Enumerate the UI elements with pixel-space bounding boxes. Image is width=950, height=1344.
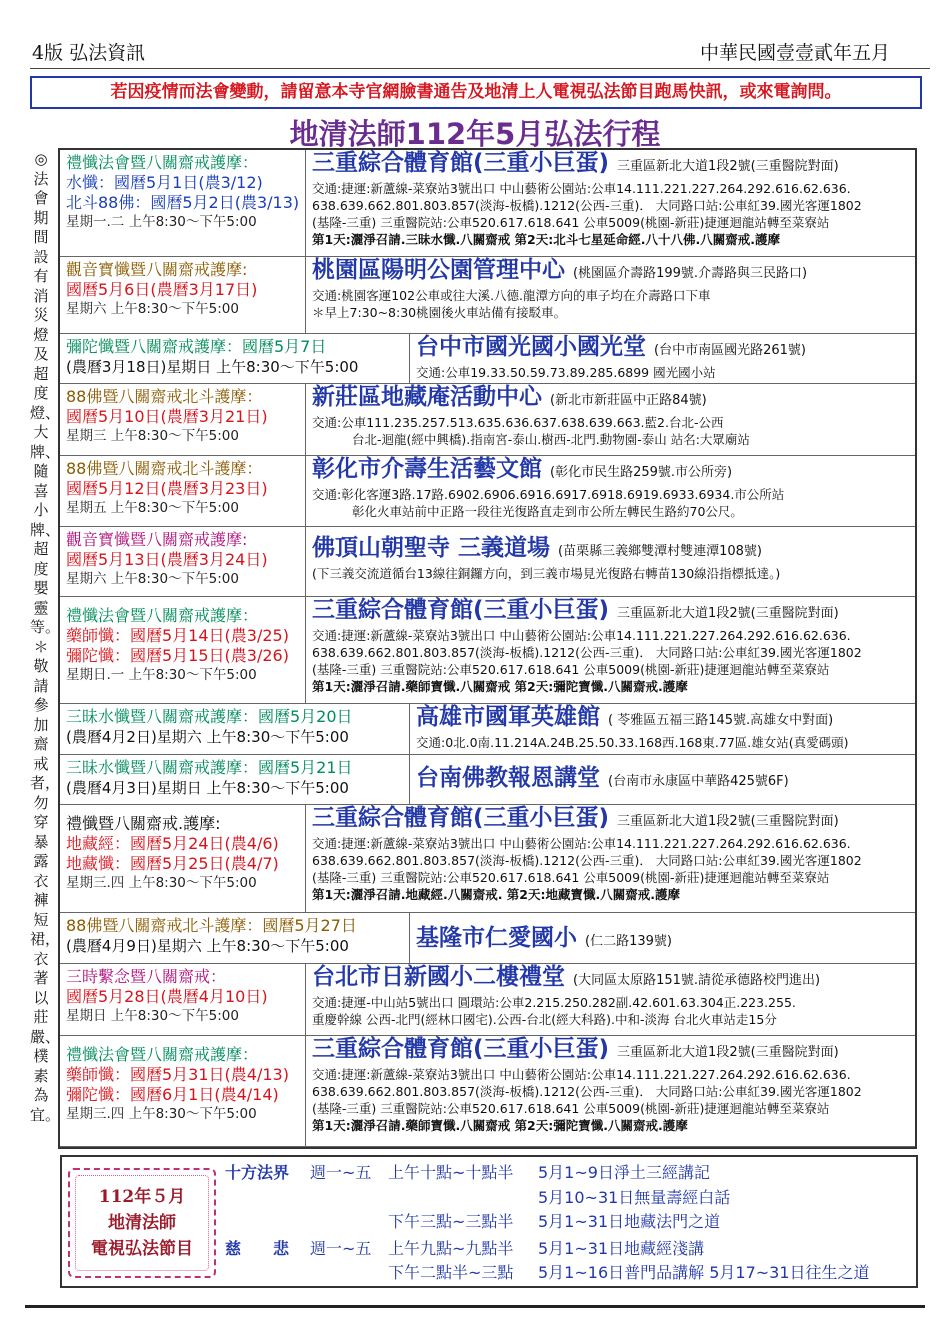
venue-address: 三重區新北大道1段2號(三重醫院對面) [617, 814, 839, 829]
program-title: 5月10~31日無量壽經白話 [538, 1188, 731, 1207]
transit-info: 交通:捷運:新蘆線-菜寮站3號出口 中山藝術公園站:公車14.111.221.227.264.292.616.62.636. [312, 628, 851, 643]
venue-name: 佛頂山朝聖寺 三義道場 [312, 535, 551, 561]
venue-cell [410, 334, 915, 383]
broadcast-time: 下午二點半~三點 [388, 1263, 514, 1282]
event-title: 禮懺法會暨八關齋戒護摩： [66, 606, 259, 625]
event-title: 三昧水懺暨八關齋戒護摩：國曆5月21日 [66, 758, 353, 777]
venue-cell [306, 456, 915, 526]
schedule-row [60, 597, 915, 704]
issue-date: 中華民國壹壹貳年五月 [699, 42, 890, 64]
venue-name: 三重綜合體育館(三重小巨蛋) [312, 150, 610, 176]
event-title: 88佛暨八關齋戒北斗護摩：國曆5月27日 [66, 916, 357, 935]
venue-name: 台中市國光國小國光堂 [416, 334, 646, 360]
event-title: 彌陀懺暨八關齋戒護摩：國曆5月7日 [66, 337, 327, 356]
transit-info: (基隆-三重) 三重醫院站:公車520.617.618.641 公車5009(桃園-新莊)捷運迴龍站轉至菜寮站 [312, 1101, 830, 1116]
venue-name: 台北市日新國小二樓禮堂 [312, 964, 565, 990]
schedule-row [60, 456, 915, 527]
schedule-row [60, 913, 915, 964]
event-title: 觀音寶懺暨八關齋戒護摩: [66, 530, 248, 549]
event-date: 地藏經：國曆5月24日(農4/6) [66, 834, 279, 853]
transit-info: (基隆-三重) 三重醫院站:公車520.617.618.641 公車5009(桃園-新莊)捷運迴龍站轉至菜寮站 [312, 870, 830, 885]
venue-cell [306, 1036, 915, 1146]
venue-cell [410, 755, 915, 804]
transit-info: (基隆-三重) 三重醫院站:公車520.617.618.641 公車5009(桃園-新莊)捷運迴龍站轉至菜寮站 [312, 662, 830, 677]
transit-info: 交通:捷運:新蘆線-菜寮站3號出口 中山藝術公園站:公車14.111.221.227.264.292.616.62.636. [312, 1067, 851, 1082]
event-cell [60, 964, 306, 1035]
event-cell [60, 334, 410, 383]
event-cell [60, 704, 410, 754]
transit-info: 重慶幹線 公西-北門(經林口國宅).公西-台北(經大科路).中和-淡海 台北火車站走15分 [312, 1012, 777, 1027]
event-time: 星期三.四 上午8:30～下午5:00 [66, 875, 257, 891]
event-title: 禮懺法會暨八關齋戒護摩： [66, 1045, 259, 1064]
program-title: 5月1~9日淨土三經講記 [538, 1163, 710, 1182]
tv-program-stamp [68, 1168, 216, 1278]
schedule-row [60, 1036, 915, 1147]
event-title: 88佛暨八關齋戒北斗護摩： [66, 387, 263, 406]
venue-address: 三重區新北大道1段2號(三重醫院對面) [617, 1045, 839, 1060]
program-info: 第1天:灑淨召請.地藏經.八關齋戒. 第2天:地藏寶懺.八關齋戒.護摩 [312, 887, 680, 902]
broadcast-time: 上午九點~九點半 [388, 1239, 514, 1258]
footer-rule [25, 1305, 925, 1308]
event-cell [60, 150, 306, 256]
transit-info: 交通:公車19.33.50.59.73.89.285.6899 國光國小站 [416, 365, 716, 380]
schedule-row [60, 964, 915, 1036]
broadcast-days: 週一~五 [310, 1163, 372, 1182]
venue-cell [306, 597, 915, 703]
event-time: 星期日 上午8:30～下午5:00 [66, 1008, 239, 1024]
program-title: 5月1~31日地藏法門之道 [538, 1212, 721, 1231]
event-date: (農曆4月2日)星期六 上午8:30～下午5:00 [66, 728, 349, 746]
event-date: 水懺：國曆5月1日(農3/12) [66, 173, 263, 192]
program-info: 第1天:灑淨召請.藥師寶懺.八關齋戒 第2天:彌陀寶懺.八關齋戒.護摩 [312, 1118, 688, 1133]
venue-address: (台南市永康區中華路425號6F) [608, 774, 789, 789]
stamp-line: 112年５月 [98, 1187, 186, 1207]
venue-address: (苗栗縣三義鄉雙潭村雙連潭108號) [558, 544, 762, 559]
event-cell [60, 384, 306, 455]
event-date: 藥師懺：國曆5月31日(農4/13) [66, 1065, 289, 1084]
venue-cell [410, 704, 915, 754]
venue-cell [306, 527, 915, 596]
event-date: 國曆5月10日(農曆3月21日) [66, 407, 268, 426]
event-time: 星期一.二 上午8:30～下午5:00 [66, 214, 257, 230]
schedule-row [60, 150, 915, 257]
transit-info: 彰化火車站前中正路一段往光復路直走到市公所左轉民生路約70公尺。 [352, 504, 743, 519]
venue-address: (桃園區介壽路199號.介壽路與三民路口) [573, 266, 808, 281]
transit-info: (下三義交流道循台13線往銅鑼方向，到三義市場見光復路右轉苗130線沿指標抵達。) [312, 566, 781, 581]
broadcast-time: 下午三點~三點半 [388, 1212, 514, 1231]
event-title: 三時繫念暨八關齋戒： [66, 967, 227, 986]
transit-info: 638.639.662.801.803.857(淡海-板橋).1212(公西-三重)． 大同路口站:公車紅39.國光客運1802 [312, 1084, 862, 1099]
program-title: 5月1~31日地藏經淺講 [538, 1239, 705, 1258]
notice-banner: 若因疫情而法會變動，請留意本寺官網臉書通告及地清上人電視弘法節目跑馬快訊，或來電詢問。 [30, 76, 922, 109]
event-time: 星期六 上午8:30～下午5:00 [66, 301, 239, 317]
event-time: 星期六 上午8:30～下午5:00 [66, 571, 239, 587]
channel-name: 慈 悲 [225, 1239, 290, 1258]
transit-info: 638.639.662.801.803.857(淡海-板橋).1212(公西-三重)． 大同路口站:公車紅39.國光客運1802 [312, 645, 862, 660]
channel-name: 十方法界 [225, 1163, 290, 1182]
event-title: 禮懺暨八關齋戒.護摩: [66, 814, 221, 833]
side-note: ◎法會期間設有消災燈及超度燈、大牌、隨喜小牌、超度嬰靈等。＊敬請參加齋戒者，勿穿暴露衣褲短裙，衣著以莊嚴、樸素為宜。 [30, 150, 61, 1124]
event-title: 禮懺法會暨八關齋戒護摩： [66, 153, 259, 172]
schedule-row [60, 805, 915, 913]
event-time: 星期三 上午8:30～下午5:00 [66, 428, 239, 444]
venue-cell [306, 805, 915, 912]
venue-address: 三重區新北大道1段2號(三重醫院對面) [617, 606, 839, 621]
program-title: 5月1~16日普門品講解 5月17~31日往生之道 [538, 1263, 870, 1282]
venue-name: 三重綜合體育館(三重小巨蛋) [312, 805, 610, 831]
venue-name: 基隆市仁愛國小 [416, 925, 577, 951]
page-label: 4版 弘法資訊 [32, 42, 146, 64]
venue-name: 桃園區陽明公園管理中心 [312, 257, 565, 283]
event-cell [60, 257, 306, 333]
event-cell [60, 527, 306, 596]
event-date: 藥師懺：國曆5月14日(農3/25) [66, 626, 289, 645]
transit-info: 交通:公車111.235.257.513.635.636.637.638.639.663.藍2.台北-公西 [312, 415, 724, 430]
venue-cell [306, 257, 915, 333]
event-date: 彌陀懺：國曆5月15日(農3/26) [66, 646, 289, 665]
transit-info: 交通:捷運-中山站5號出口 圓環站:公車2.215.250.282副.42.601.63.304正.223.255. [312, 995, 796, 1010]
event-time: 星期日.一 上午8:30～下午5:00 [66, 667, 257, 683]
transit-info: 台北-迴龍(經中興橋).指南宮-泰山.樹西-北門.動物園-泰山 站名:大眾廟站 [352, 432, 750, 447]
stamp-border [75, 1175, 209, 1271]
venue-cell [306, 150, 915, 256]
transit-info: 交通:捷運:新蘆線-菜寮站3號出口 中山藝術公園站:公車14.111.221.227.264.292.616.62.636. [312, 836, 851, 851]
event-cell [60, 456, 306, 526]
venue-address: ( 苓雅區五福三路145號.高雄女中對面) [608, 713, 834, 728]
venue-name: 高雄市國軍英雄館 [416, 704, 600, 730]
venue-address: 三重區新北大道1段2號(三重醫院對面) [617, 159, 839, 174]
venue-name: 三重綜合體育館(三重小巨蛋) [312, 1036, 610, 1062]
venue-cell [410, 913, 915, 963]
schedule-row [60, 755, 915, 805]
event-date: (農曆4月9日)星期六 上午8:30～下午5:00 [66, 937, 349, 955]
venue-name: 三重綜合體育館(三重小巨蛋) [312, 597, 610, 623]
transit-info: 638.639.662.801.803.857(淡海-板橋).1212(公西-三重)． 大同路口站:公車紅39.國光客運1802 [312, 853, 862, 868]
schedule-row [60, 384, 915, 456]
schedule-row [60, 704, 915, 755]
event-title: 三昧水懺暨八關齋戒護摩：國曆5月20日 [66, 707, 353, 726]
event-date: 地藏懺：國曆5月25日(農4/7) [66, 854, 279, 873]
event-time: 星期三.四 上午8:30～下午5:00 [66, 1106, 257, 1122]
event-date: 國曆5月28日(農曆4月10日) [66, 987, 268, 1006]
event-title: 觀音寶懺暨八關齋戒護摩: [66, 260, 248, 279]
schedule-row [60, 527, 915, 597]
stamp-line: 地清法師 [108, 1213, 176, 1233]
program-info: 第1天:灑淨召請.藥師寶懺.八關齋戒 第2天:彌陀寶懺.八關齋戒.護摩 [312, 679, 688, 694]
header-divider [30, 68, 930, 69]
event-cell [60, 1036, 306, 1146]
venue-name: 彰化市介壽生活藝文館 [312, 456, 542, 482]
event-cell [60, 755, 410, 804]
transit-info: 交通:彰化客運3路.17路.6902.6906.6916.6917.6918.6919.6933.6934.市公所站 [312, 487, 785, 502]
venue-address: (彰化市民生路259號.市公所旁) [550, 465, 733, 480]
event-cell [60, 913, 410, 963]
event-cell [60, 597, 306, 703]
transit-info: (基隆-三重) 三重醫院站:公車520.617.618.641 公車5009(桃園-新莊)捷運迴龍站轉至菜寮站 [312, 215, 830, 230]
event-date: 國曆5月13日(農曆3月24日) [66, 550, 268, 569]
schedule-row [60, 257, 915, 334]
event-date: 彌陀懺：國曆6月1日(農4/14) [66, 1085, 279, 1104]
event-date: (農曆3月18日)星期日 上午8:30～下午5:00 [66, 358, 359, 376]
program-info: 第1天:灑淨召請.三昧水懺.八關齋戒 第2天:北斗七星延命經.八十八佛.八關齋戒.護摩 [312, 232, 780, 247]
venue-name: 新莊區地藏庵活動中心 [312, 384, 542, 410]
stamp-line: 電視弘法節目 [91, 1239, 193, 1259]
venue-address: (仁二路139號) [585, 934, 672, 949]
venue-cell [306, 964, 915, 1035]
event-date: 國曆5月12日(農曆3月23日) [66, 479, 268, 498]
transit-info: ＊早上7:30~8:30桃園後火車站備有接駁車。 [312, 305, 567, 320]
transit-info: 交通:桃園客運102公車或往大溪.八德.龍潭方向的車子均在介壽路口下車 [312, 288, 711, 303]
venue-address: (台中市南區國光路261號) [654, 343, 806, 358]
broadcast-time: 上午十點~十點半 [388, 1163, 514, 1182]
event-date: (農曆4月3日)星期日 上午8:30～下午5:00 [66, 779, 349, 797]
event-cell [60, 805, 306, 912]
broadcast-days: 週一~五 [310, 1239, 372, 1258]
venue-address: (新北市新莊區中正路84號) [550, 393, 707, 408]
event-time: 星期五 上午8:30～下午5:00 [66, 500, 239, 516]
venue-address: (大同區太原路151號.請從承德路校門進出) [573, 973, 821, 988]
transit-info: 交通:0北.0南.11.214A.24B.25.50.33.168西.168東.77區.雄女站(真愛碼頭) [416, 735, 849, 750]
event-title: 88佛暨八關齋戒北斗護摩： [66, 459, 263, 478]
schedule-row [60, 334, 915, 384]
page-title: 地清法師112年5月弘法行程 [289, 117, 661, 151]
transit-info: 交通:捷運:新蘆線-菜寮站3號出口 中山藝術公園站:公車14.111.221.227.264.292.616.62.636. [312, 181, 851, 196]
event-date: 北斗88佛：國曆5月2日(農3/13) [66, 193, 300, 212]
venue-name: 台南佛教報恩講堂 [416, 765, 600, 791]
venue-cell [306, 384, 915, 455]
event-date: 國曆5月6日(農曆3月17日) [66, 280, 258, 299]
transit-info: 638.639.662.801.803.857(淡海-板橋).1212(公西-三重)． 大同路口站:公車紅39.國光客運1802 [312, 198, 862, 213]
